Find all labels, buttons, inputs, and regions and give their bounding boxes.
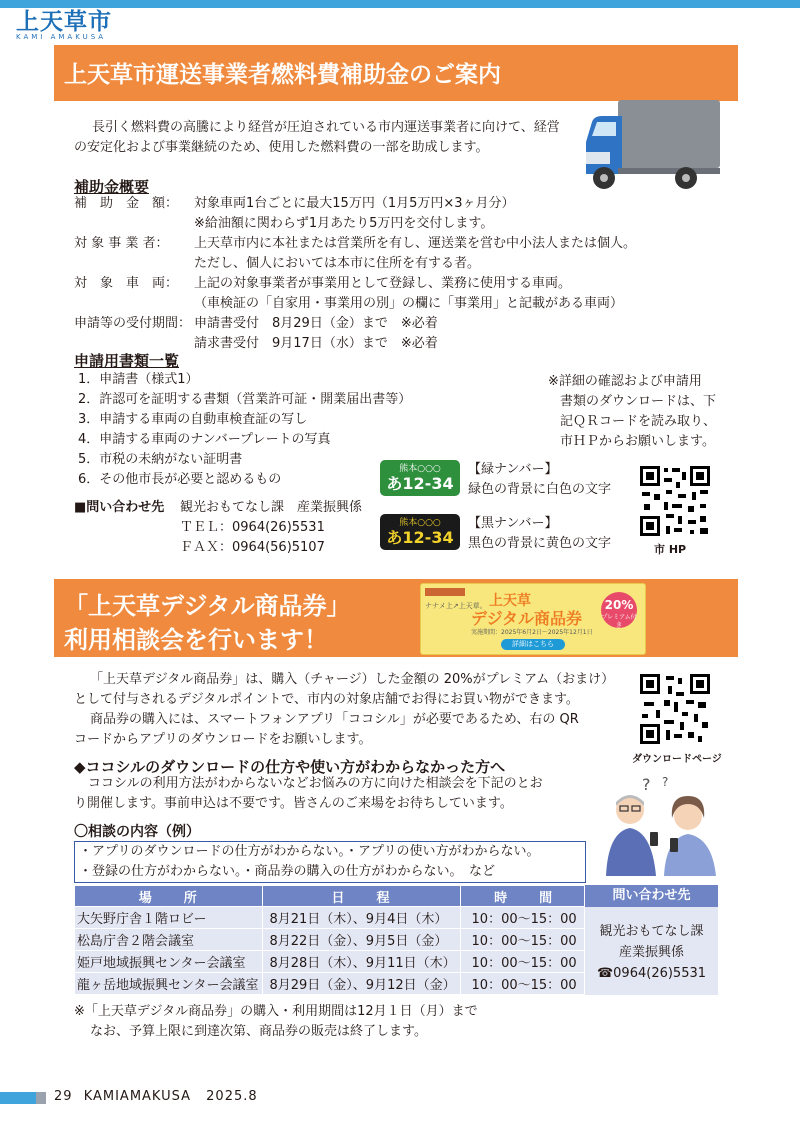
svg-text:?: ? bbox=[642, 775, 651, 794]
city-hp-qr-caption: 市 HP bbox=[654, 543, 687, 556]
table-header-row bbox=[75, 886, 589, 907]
truck-grille bbox=[586, 152, 610, 164]
voucher-badge: 20% プレミアム付き bbox=[601, 592, 637, 628]
truck-cargo bbox=[618, 100, 720, 168]
table-row: 松島庁舎２階会議室 8月22日（金）、9月5日（金） 10：00〜15：00 bbox=[75, 929, 589, 951]
voucher-tag: ナナメ上↗上天草。 bbox=[425, 602, 487, 610]
contact-header: 問い合わせ先 bbox=[585, 885, 718, 907]
section2-title-2: 利用相談会を行います！ bbox=[64, 626, 328, 654]
footer bbox=[54, 1089, 258, 1104]
svg-text:?: ? bbox=[662, 775, 669, 789]
content-box: ・アプリのダウンロードの仕方がわからない。・アプリの使い方がわからない。 ・登録の仕方がわからない。・商品券の購入の仕方がわからない。 など bbox=[74, 841, 586, 883]
footer-bar-grey bbox=[36, 1092, 46, 1104]
digital-voucher-banner[interactable] bbox=[420, 583, 646, 655]
green-plate-desc: 緑色の背景に白色の文字 bbox=[468, 482, 612, 497]
section2-banner bbox=[54, 579, 416, 657]
contact-org: 観光おもてなし課 産業振興係 bbox=[180, 500, 363, 515]
overview-value: ただし、個人においては本市に住所を有する者。 bbox=[194, 256, 481, 271]
contact-fax: ＦＡＸ：0964(56)5107 bbox=[180, 540, 325, 555]
overview-value: 上天草市内に本社または営業所を有し、運送業を営む中小法人または個人。 bbox=[194, 236, 637, 251]
list-item: 4．申請する車両のナンバープレートの写真 bbox=[78, 432, 331, 447]
black-plate-desc: 黒色の背景に黄色の文字 bbox=[468, 536, 612, 551]
download-note: ※詳細の確認および申請用 書類のダウンロードは、下 記ＱＲコードを読み取り、 市ＨＰからお願いします。 bbox=[548, 374, 717, 449]
content-heading: 〇相談の内容（例） bbox=[74, 824, 200, 840]
list-item: 6．その他市長が必要と認めるもの bbox=[78, 472, 282, 487]
issue-date: 2025.8 bbox=[206, 1089, 258, 1104]
overview-label: 補 助 金 額： bbox=[74, 196, 179, 211]
header-time: 時 間 bbox=[460, 886, 588, 907]
section2-intro: 「上天草デジタル商品券」は、購入（チャージ）した金額の 20%がプレミアム（おまけ） として付与されるデジタルポイントで、市内の対象店舗でお得にお買い物ができます。 商品券の購入には、スマートフォンアプリ「ココシル」が必要であるため、右の QR コードからアプリのダウンロードをお願いします。 bbox=[74, 672, 615, 747]
voucher-top: 上天草 bbox=[489, 593, 531, 609]
list-item: 3．申請する車両の自動車検査証の写し bbox=[78, 412, 308, 427]
black-plate-title: 【黒ナンバー】 bbox=[468, 516, 558, 531]
list-item: 1．申請書（様式1） bbox=[78, 372, 199, 387]
overview-heading: 補助金概要 bbox=[74, 178, 150, 196]
voucher-main: デジタル商品券 bbox=[471, 609, 583, 628]
overview-list bbox=[74, 194, 636, 354]
green-plate-title: 【緑ナンバー】 bbox=[468, 462, 558, 477]
city-logo bbox=[16, 11, 120, 41]
overview-value: 対象車両1台ごとに最大15万円（1月5万円×3ヶ月分） bbox=[194, 196, 515, 211]
header-venue: 場 所 bbox=[75, 886, 263, 907]
cocosil-heading: ◆ココシルのダウンロードの仕方や使い方がわからなかった方へ bbox=[74, 758, 506, 776]
seniors-smartphone-illustration bbox=[600, 772, 724, 878]
overview-label: 対 象 車 両： bbox=[74, 276, 179, 291]
magazine-name: KAMIAMAKUSA bbox=[83, 1089, 192, 1104]
man-body bbox=[606, 828, 656, 876]
woman-phone-icon bbox=[670, 838, 678, 852]
section1-title: 上天草市運送事業者燃料費補助金のご案内 bbox=[64, 62, 501, 88]
schedule-contact-column: 問い合わせ先 観光おもてなし課 産業振興係 ☎0964(26)5531 bbox=[584, 885, 718, 995]
page-number: 29 bbox=[54, 1089, 73, 1104]
logo-text: 上天草市 bbox=[16, 9, 112, 35]
footnote-2: なお、予算上限に到達次第、商品券の販売は終了します。 bbox=[90, 1024, 427, 1039]
overview-value: 請求書受付 9月17日（水）まで ※必着 bbox=[194, 336, 438, 351]
truck-illustration bbox=[582, 96, 722, 194]
green-plate: 熊本○○○ あ12-34 bbox=[380, 460, 460, 496]
schedule-table bbox=[74, 885, 589, 995]
overview-label: 申請等の受付期間： bbox=[74, 316, 192, 331]
table-row: 大矢野庁舎１階ロビー 8月21日（木）、9月4日（木） 10：00〜15：00 bbox=[75, 907, 589, 929]
app-download-qr-icon[interactable] bbox=[638, 672, 712, 746]
overview-value: 申請書受付 8月29日（金）まで ※必着 bbox=[194, 316, 438, 331]
overview-value: （車検証の「自家用・事業用の別」の欄に「事業用」と記載がある車両） bbox=[194, 296, 624, 311]
section1-intro-1: 長引く燃料費の高騰により経営が圧迫されている市内運送事業者に向けて、経営 bbox=[92, 120, 560, 135]
top-bar bbox=[0, 0, 800, 8]
black-plate: 熊本○○○ あ12-34 bbox=[380, 514, 460, 550]
overview-value: ※給油額に関わらず1月あたり5万円を交付します。 bbox=[194, 216, 494, 231]
contact-label: ■問い合わせ先 bbox=[74, 500, 165, 515]
overview-value: 上記の対象事業者が事業用として登録し、業務に使用する車両。 bbox=[194, 276, 572, 291]
list-item: 5．市税の未納がない証明書 bbox=[78, 452, 243, 467]
list-item: 2．許認可を証明する書類（営業許可証・開業届出書等） bbox=[78, 392, 412, 407]
app-qr-caption: ダウンロードページ bbox=[632, 754, 722, 765]
section1-intro-2: の安定化および事業継続のため、使用した燃料費の一部を助成します。 bbox=[74, 140, 489, 155]
docs-list bbox=[78, 370, 411, 490]
logo-sub: KAMI AMAKUSA bbox=[16, 33, 107, 41]
city-hp-qr-icon[interactable] bbox=[638, 464, 712, 538]
header-date: 日 程 bbox=[263, 886, 460, 907]
footer-bar bbox=[0, 1092, 36, 1104]
contact-tel: ＴＥＬ：0964(26)5531 bbox=[180, 520, 325, 535]
contact-block bbox=[74, 498, 362, 558]
man-phone-icon bbox=[650, 832, 658, 846]
section1-banner bbox=[54, 45, 738, 101]
footnote-1: ※「上天草デジタル商品券」の購入・利用期間は12月１日（月）まで bbox=[74, 1004, 478, 1019]
docs-heading: 申請用書類一覧 bbox=[74, 352, 180, 370]
voucher-period: 実施期間：2025年6月2日〜2025年12月1日 bbox=[471, 629, 593, 636]
contact-phone: ☎0964(26)5531 bbox=[596, 966, 707, 981]
table-row: 龍ヶ岳地域振興センター会議室 8月29日（金）、9月12日（金） 10：00〜15：00 bbox=[75, 973, 589, 995]
overview-label: 対 象 事 業 者： bbox=[74, 236, 169, 251]
cocosil-text: ココシルの利用方法がわからないなどお悩みの方に向けた相談会を下記のとお り開催します。事前申込は不要です。皆さんのご来場をお待ちしています。 bbox=[74, 776, 543, 811]
section2-title-1: 「上天草デジタル商品券」 bbox=[64, 592, 351, 620]
voucher-details-button[interactable]: 詳細はこちら bbox=[501, 639, 565, 650]
table-row: 姫戸地域振興センター会議室 8月28日（木）、9月11日（木） 10：00〜15：00 bbox=[75, 951, 589, 973]
